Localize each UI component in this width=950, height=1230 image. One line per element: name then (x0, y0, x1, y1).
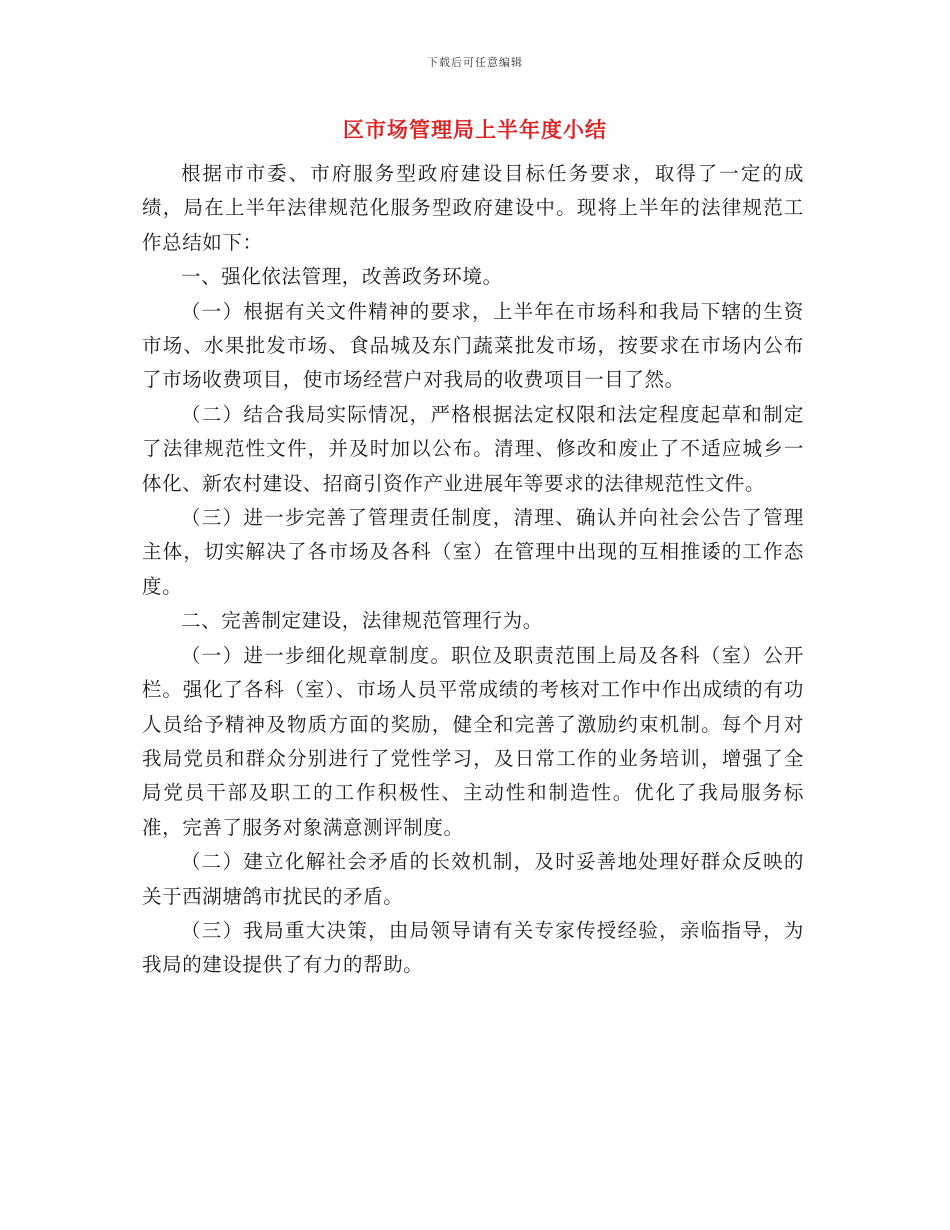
header-note: 下载后可任意编辑 (427, 56, 523, 69)
paragraph: （一）进一步细化规章制度。职位及职责范围上局及各科（室）公开栏。强化了各科（室）、市场人员平常成绩的考核对工作中作出成绩的有功人员给予精神及物质方面的奖励，健全和完善了激励约束机制。每个月对我局党员和群众分别进行了党性学习，及日常工作的业务培训，增强了全局党员干部及职工的工作积极性、主动性和制造性。优化了我局服务标准，完善了服务对象满意测评制度。 (142, 643, 804, 839)
paragraph: 根据市市委、市府服务型政府建设目标任务要求，取得了一定的成绩，局在上半年法律规范化服务型政府建设中。现将上半年的法律规范工作总结如下： (142, 162, 804, 254)
paragraph: （三）我局重大决策，由局领导请有关专家传授经验，亲临指导，为我局的建设提供了有力的帮助。 (142, 918, 804, 977)
document-title: 区市场管理局上半年度小结 (343, 117, 607, 142)
paragraph: （二）结合我局实际情况，严格根据法定权限和法定程度起草和制定了法律规范性文件，并及时加以公布。清理、修改和废止了不适应城乡一体化、新农村建设、招商引资作产业进展年等要求的法律规范性文件。 (142, 402, 804, 495)
section-heading: 二、完善制定建设，法律规范管理行为。 (181, 609, 543, 633)
section-heading: 一、强化依法管理，改善政务环境。 (181, 265, 503, 289)
paragraph: （二）建立化解社会矛盾的长效机制，及时妥善地处理好群众反映的关于西湖塘鸽市扰民的矛盾。 (142, 850, 804, 908)
document-body (142, 157, 804, 983)
paragraph: （三）进一步完善了管理责任制度，清理、确认并向社会公告了管理主体，切实解决了各市场及各科（室）在管理中出现的互相推诿的工作态度。 (142, 506, 804, 598)
paragraph: （一）根据有关文件精神的要求，上半年在市场科和我局下辖的生资市场、水果批发市场、食品城及东门蔬菜批发市场，按要求在市场内公布了市场收费项目，使市场经营户对我局的收费项目一目了然。 (142, 299, 804, 392)
